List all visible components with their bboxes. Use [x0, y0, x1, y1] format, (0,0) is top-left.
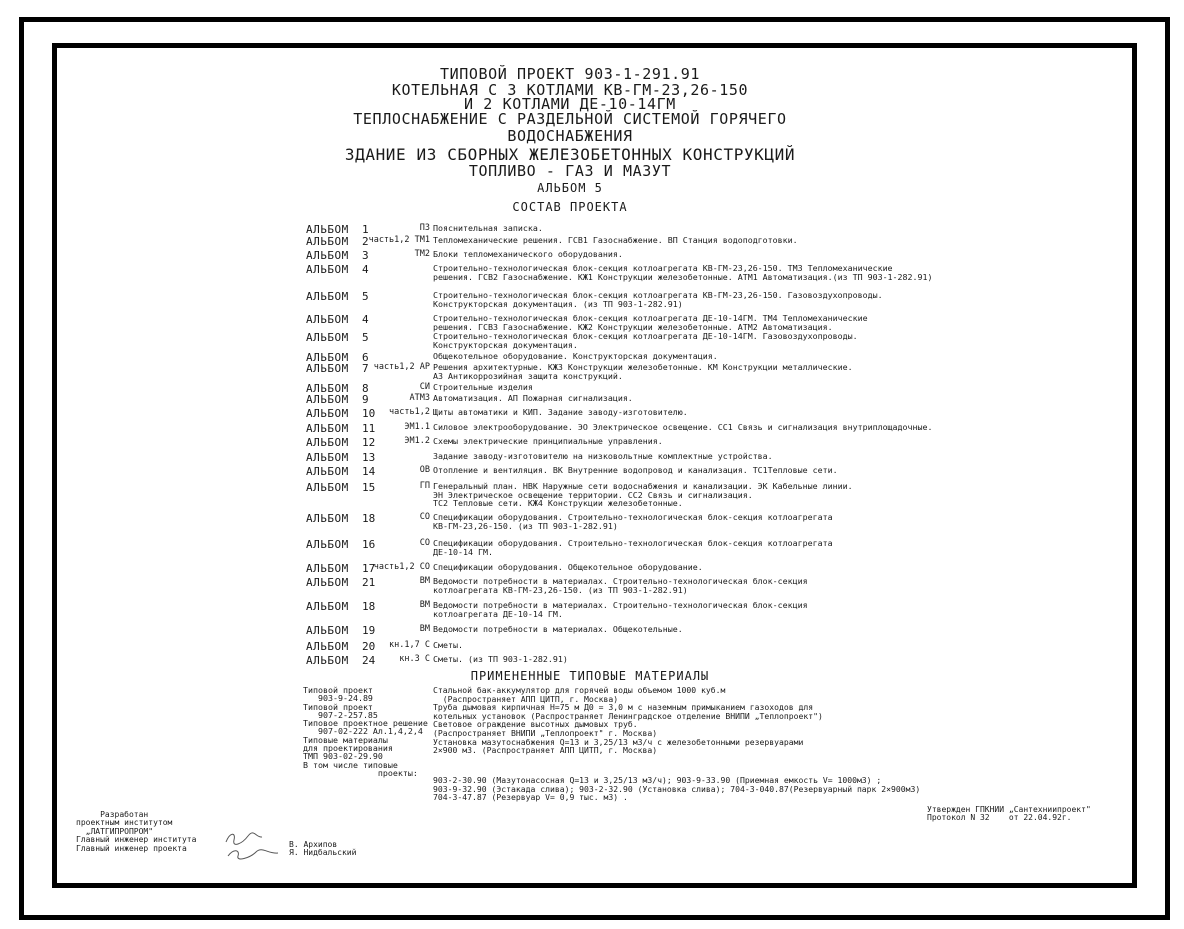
album-label: АЛЬБОМ	[306, 512, 349, 525]
materials-labels: Типовой проект 903-9-24.89 Типовой проект 907-2-257.85 Типовое проектное решение 907-02-222 Ал.1,4,2,4 Типовые материалы для проектирования ТМП 903-02-29.90 В том числе типовые проекты:	[303, 685, 428, 778]
album-description: Ведомости потребности в материалах. Строительно-технологическая блок-секция котлоагрегата КВ-ГМ-23,26-150. (из ТП 903-1-282.91)	[433, 576, 808, 595]
album-code: ЭМ1.1	[404, 422, 430, 432]
album-description: Отопление и вентиляция. ВК Внутренние водопровод и канализация. ТС1Тепловые сети.	[433, 465, 838, 475]
album-description: Спецификации оборудования. Строительно-технологическая блок-секция котлоагрегата КВ-ГМ-23,26-150. (из ТП 903-1-282.91)	[433, 512, 833, 531]
album-code: ГП	[419, 481, 430, 491]
album-label: АЛЬБОМ	[306, 654, 349, 667]
album-label: АЛЬБОМ	[306, 422, 349, 435]
album-number: 4	[362, 313, 369, 326]
album-code: ВМ	[419, 576, 430, 586]
album-number: 18	[362, 512, 376, 525]
album-number: 5	[362, 331, 369, 344]
album-description: Автоматизация. АП Пожарная сигнализация.	[433, 393, 633, 403]
album-description: Сметы. (из ТП 903-1-282.91)	[433, 654, 568, 664]
album-code: ВМ	[419, 600, 430, 610]
album-label: АЛЬБОМ	[306, 362, 349, 375]
title-heat-supply: ТЕПЛОСНАБЖЕНИЕ С РАЗДЕЛЬНОЙ СИСТЕМОЙ ГОРЯЧЕГО	[353, 110, 787, 128]
album-description: Сметы.	[433, 640, 463, 650]
title-album: АЛЬБОМ 5	[537, 181, 603, 195]
album-label: АЛЬБОМ	[306, 382, 349, 395]
album-label: АЛЬБОМ	[306, 465, 349, 478]
album-description: Общекотельное оборудование. Конструкторская документация.	[433, 351, 718, 361]
album-description: Строительные изделия	[433, 382, 533, 392]
album-description: Силовое электрооборудование. ЭО Электрическое освещение. СС1 Связь и сигнализация внутриплощадочные.	[433, 422, 933, 432]
album-number: 3	[362, 249, 369, 262]
album-number: 13	[362, 451, 376, 464]
album-number: 20	[362, 640, 376, 653]
title-building: ЗДАНИЕ ИЗ СБОРНЫХ ЖЕЛЕЗОБЕТОННЫХ КОНСТРУКЦИЙ	[344, 145, 796, 164]
materials-values: Стальной бак-аккумулятор для горячей воды объемом 1000 куб.м (Распространяет АПП ЦИТП, г. Москва) Труба дымовая кирпичная Н=75 м Д0 = 3,0 м с наземным примыканием газоходов для котельных установок (Распространяет Ленинградское отделение ВНИПИ „Теплопроект") Световое ограждение высотных дымовых труб. (Распространяет ВНИПИ „Теплопроект" г. Москва) Установка мазутоснабжения Q=13 и 3,25/13 м3/ч с железобетонными резервуарами 2×900 м3. (Распространяет АПП ЦИТП, г. Москва)	[433, 685, 823, 756]
album-description: Блоки тепломеханического оборудования.	[433, 249, 623, 259]
title-project-number: ТИПОВОЙ ПРОЕКТ 903-1-291.91	[439, 65, 701, 83]
approval-block: Утвержден ГПКНИИ „Сантехниипроект" Протокол N 32 от 22.04.92г.	[927, 805, 1091, 823]
album-description: Генеральный план. НВК Наружные сети водоснабжения и канализации. ЭК Кабельные линии. ЭН Электрическое освещение территории. СС2 Связь и сигнализация. ТС2 Тепловые сети. КЖ4 Конструкции железобетонные.	[433, 481, 853, 509]
album-description: Задание заводу-изготовителю на низковольтные комплектные устройства.	[433, 451, 773, 461]
album-label: АЛЬБОМ	[306, 313, 349, 326]
album-code: АТМ3	[409, 393, 430, 403]
album-label: АЛЬБОМ	[306, 407, 349, 420]
album-number: 9	[362, 393, 369, 406]
signatures-icon	[222, 828, 282, 862]
album-label: АЛЬБОМ	[306, 436, 349, 449]
album-number: 24	[362, 654, 376, 667]
title-contents: СОСТАВ ПРОЕКТА	[512, 200, 628, 214]
materials-projects: 903-2-30.90 (Мазутонасосная Q=13 и 3,25/13 м3/ч); 903-9-33.90 (Приемная емкость V= 1000м3) ; 903-9-32.90 (Эстакада слива); 903-2-32.90 (Установка слива); 704-3-040.87(Резервуарный парк 2×900м3) 704-3-47.87 (Резервуар V= 0,9 тыс. м3) .	[433, 775, 921, 803]
album-code: СИ	[419, 382, 430, 392]
album-label: АЛЬБОМ	[306, 576, 349, 589]
album-label: АЛЬБОМ	[306, 451, 349, 464]
album-label: АЛЬБОМ	[306, 263, 349, 276]
album-number: 1	[362, 223, 369, 236]
album-description: Ведомости потребности в материалах. Общекотельные.	[433, 624, 683, 634]
album-code: кн.1,7 С	[389, 640, 430, 650]
album-description: Спецификации оборудования. Строительно-технологическая блок-секция котлоагрегата ДЕ-10-14 ГМ.	[433, 538, 833, 557]
album-code: СО	[419, 538, 430, 548]
title-boilers-1: КОТЕЛЬНАЯ С 3 КОТЛАМИ КВ-ГМ-23,26-150	[391, 81, 749, 99]
album-number: 14	[362, 465, 376, 478]
album-number: 2	[362, 235, 369, 248]
album-code: ПЗ	[419, 223, 430, 233]
album-number: 16	[362, 538, 376, 551]
album-code: часть1,2 ТМ1	[368, 235, 430, 245]
album-number: 19	[362, 624, 376, 637]
album-code: часть1,2 АР	[373, 362, 430, 372]
album-description: Тепломеханические решения. ГСВ1 Газоснабжение. ВП Станция водоподготовки.	[433, 235, 798, 245]
album-number: 8	[362, 382, 369, 395]
materials-title: ПРИМЕНЕННЫЕ ТИПОВЫЕ МАТЕРИАЛЫ	[470, 669, 710, 683]
album-number: 17	[362, 562, 376, 575]
album-code: часть1,2	[389, 407, 430, 417]
album-code: ЭМ1.2	[404, 436, 430, 446]
album-label: АЛЬБОМ	[306, 290, 349, 303]
album-description: Строительно-технологическая блок-секция котлоагрегата КВ-ГМ-23,26-150. ТМ3 Тепломеханические решения. ГСВ2 Газоснабжение. КЖ1 Конструкции железобетонные. АТМ1 Автоматизация.(из ТП 903-1-282.91)	[433, 263, 933, 282]
album-description: Спецификации оборудования. Общекотельное оборудование.	[433, 562, 703, 572]
album-code: кн.3 С	[399, 654, 430, 664]
album-number: 4	[362, 263, 369, 276]
title-water-supply: ВОДОСНАБЖЕНИЯ	[507, 127, 633, 145]
album-label: АЛЬБОМ	[306, 538, 349, 551]
album-description: Строительно-технологическая блок-секция котлоагрегата ДЕ-10-14ГМ. Газовоздухопроводы. Конструкторская документация.	[433, 331, 858, 350]
album-description: Строительно-технологическая блок-секция котлоагрегата ДЕ-10-14ГМ. ТМ4 Тепломеханические решения. ГСВ3 Газоснабжение. КЖ2 Конструкции железобетонные. АТМ2 Автоматизация.	[433, 313, 868, 332]
album-label: АЛЬБОМ	[306, 235, 349, 248]
album-label: АЛЬБОМ	[306, 600, 349, 613]
album-code: ОВ	[419, 465, 430, 475]
title-boilers-2: И 2 КОТЛАМИ ДЕ-10-14ГМ	[464, 95, 676, 113]
album-number: 18	[362, 600, 376, 613]
album-label: АЛЬБОМ	[306, 481, 349, 494]
album-description: Строительно-технологическая блок-секция котлоагрегата КВ-ГМ-23,26-150. Газовоздухопроводы. Конструкторская документация. (из ТП 903-1-282.91)	[433, 290, 883, 309]
album-label: АЛЬБОМ	[306, 393, 349, 406]
album-code: ТМ2	[414, 249, 430, 259]
album-code: часть1,2 СО	[373, 562, 430, 572]
album-code: ВМ	[419, 624, 430, 634]
album-number: 15	[362, 481, 376, 494]
album-code: СО	[419, 512, 430, 522]
album-number: 6	[362, 351, 369, 364]
developer-block: Разработан проектным институтом „ЛАТГИПРОПРОМ" Главный инженер института Главный инженер проекта	[76, 810, 197, 853]
album-description: Решения архитектурные. КЖ3 Конструкции железобетонные. КМ Конструкции металлические. АЗ Антикоррозийная защита конструкций.	[433, 362, 853, 381]
album-label: АЛЬБОМ	[306, 624, 349, 637]
album-label: АЛЬБОМ	[306, 249, 349, 262]
album-number: 11	[362, 422, 376, 435]
album-label: АЛЬБОМ	[306, 562, 349, 575]
album-number: 5	[362, 290, 369, 303]
names-block: В. Архипов Я. Нидбальский	[289, 840, 357, 858]
album-label: АЛЬБОМ	[306, 223, 349, 236]
album-label: АЛЬБОМ	[306, 640, 349, 653]
album-label: АЛЬБОМ	[306, 351, 349, 364]
album-description: Пояснительная записка.	[433, 223, 543, 233]
album-description: Схемы электрические принципиальные управления.	[433, 436, 663, 446]
album-number: 12	[362, 436, 376, 449]
album-number: 10	[362, 407, 376, 420]
album-description: Ведомости потребности в материалах. Строительно-технологическая блок-секция котлоагрегата ДЕ-10-14 ГМ.	[433, 600, 808, 619]
album-number: 7	[362, 362, 369, 375]
album-number: 21	[362, 576, 376, 589]
title-fuel: ТОПЛИВО - ГАЗ И МАЗУТ	[468, 162, 672, 180]
album-description: Щиты автоматики и КИП. Задание заводу-изготовителю.	[433, 407, 688, 417]
album-label: АЛЬБОМ	[306, 331, 349, 344]
